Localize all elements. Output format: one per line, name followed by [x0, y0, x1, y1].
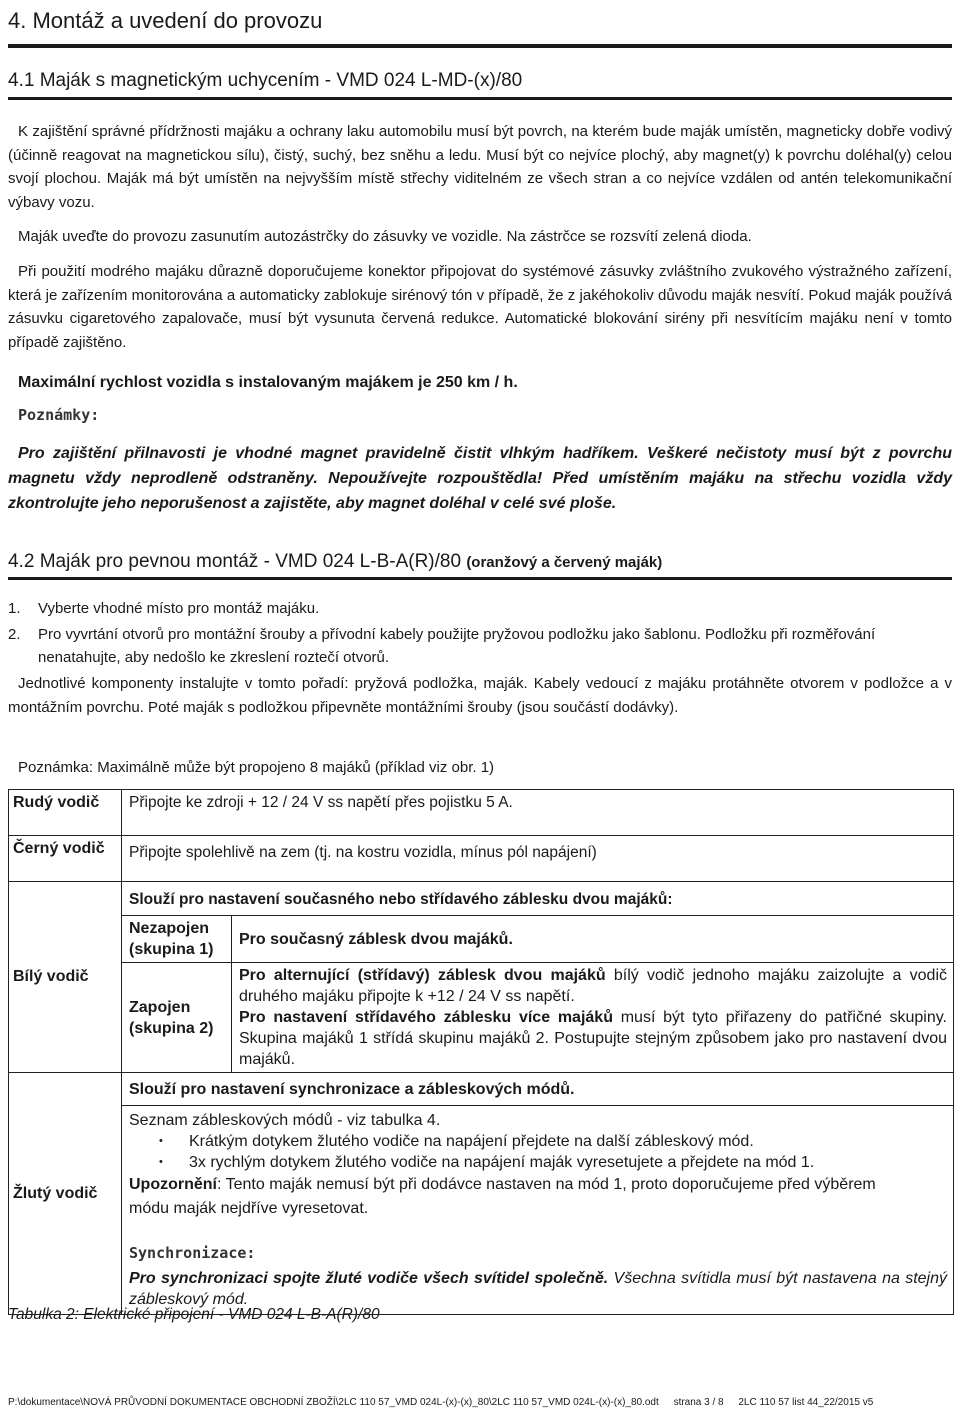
yellow-wire-label: Žlutý vodič [9, 1073, 122, 1315]
step-text: Pro vyvrtání otvorů pro montážní šrouby a přívodní kabely použijte pryžovou podložku jako šablonu. Podložku při rozměřování nenatahujte, aby nedošlo ke zkreslení roztečí otvorů. [38, 626, 876, 666]
heading-rule [8, 44, 952, 48]
page-footer [8, 1397, 958, 1408]
s1-paragraph-3: Při použití modrého majáku důrazně doporučujeme konektor připojovat do systémové zásuvky zvláštního zvukového výstražného zařízení, která je zařízením monitorována a automaticky zablokuje sirénový tón v případě, že z jakéhokoliv důvodu maják nesvítí. Pokud maják používá zásuvku cigaretového zapalovače, musí být vysunuta červená redukce. Automatické blokování sirény při nesvítícím majáku není v tomto případě zajištěno. [8, 263, 952, 351]
step-text: Vyberte vhodné místo pro montáž majáku. [38, 600, 320, 617]
multi-group-text: musí být tyto přiřazeny do patřičné skupiny. Skupina majáků 1 střídá skupinu majáků 2. Postupujte stejným způsobem jako pro nastavení dvou majáků. [239, 1009, 948, 1068]
section-4-2-title-main: 4.2 Maják pro pevnou montáž - VMD 024 L-B-A(R)/80 [8, 551, 462, 572]
multi-group-bold: Pro nastavení střídavého záblesku více majáků [239, 1009, 613, 1026]
sync-bold: Pro synchronizaci spojte žluté vodiče všech svítidel společně. [129, 1270, 609, 1287]
sync-label: Synchronizace: [129, 1244, 256, 1262]
mode-bullet: • Krátkým dotykem žlutého vodiče na napájení přejdete na další zábleskový mód. [129, 1131, 947, 1152]
unconnected-label: Nezapojen (skupina 1) [122, 916, 232, 963]
step-number: 1. [8, 600, 21, 617]
max-speed-note: Maximální rychlost vozidla s instalovaným majákem je 250 km / h. [18, 374, 518, 391]
warning-text: : Tento maják nemusí být při dodávce nastaven na mód 1, proto doporučujeme před výběrem módu maják nejdříve vyresetovat. [129, 1176, 876, 1217]
spacer [129, 1221, 947, 1243]
notes-label: Poznámky: [18, 406, 100, 424]
table-caption: Tabulka 2: Elektrické připojení - VMD 024 L-B-A(R)/80 [8, 1306, 380, 1323]
notes-text: Pro zajištění přilnavosti je vhodné magnet pravidelně čistit vlhkým hadříkem. Veškeré nečistoty musí být z povrchu magnetu vždy neprodleně odstraněny. Nepoužívejte rozpouštědla! Před umístěním majáku na střechu vozidla vždy zkontrolujte jeho neporušenost a zajistěte, aby magnet doléhal v celé své ploše. [8, 445, 952, 512]
yellow-wire-cell [122, 1073, 954, 1315]
footer-path: P:\dokumentace\NOVÁ PRŮVODNÍ DOKUMENTACE OBCHODNÍ ZBOŽÍ\2LC 110 57_VMD 024L-(x)-(x)_80\2LC 110 57_VMD 024L-(x)-(x)_80.odt [8, 1397, 659, 1408]
mode-bullet: • 3x rychlým dotykem žlutého vodiče na napájení maják vyresetujete a přejdete na mód 1. [129, 1152, 947, 1173]
page-heading: 4. Montáž a uvedení do provozu [8, 8, 323, 33]
white-wire-label: Bílý vodič [9, 882, 122, 1073]
black-wire-label: Černý vodič [9, 836, 122, 882]
connected-text [232, 963, 954, 1073]
s1-paragraph-1: K zajištění správné přídržnosti majáku a ochrany laku automobilu musí být povrch, na kterém bude maják umístěn, magneticky dobře vodivý (účinně reagovat na magnetickou sílu), čistý, suchý, bez sněhu a ledu. Musí být co nejvíce plochý, aby magnet(y) k povrchu doléhal(y) celou svojí plochou. Maják má být umístěn na nejvyšším místě střechy viditelném ze všech stran a co nejvíce vzdálen od antén telekomunikační výbavy vozu. [8, 123, 952, 211]
sync-text [129, 1268, 947, 1310]
connected-label: Zapojen (skupina 2) [122, 963, 232, 1073]
electrical-connection-table [8, 789, 954, 1315]
white-wire-cell [122, 882, 954, 1073]
table-row [9, 1073, 954, 1315]
step-number: 2. [8, 626, 21, 643]
section-4-2-title [8, 551, 662, 573]
table-row [9, 836, 954, 882]
table-row [9, 790, 954, 836]
footer-page: strana 3 / 8 [673, 1397, 724, 1408]
red-wire-label: Rudý vodič [9, 790, 122, 836]
modes-intro: Seznam zábleskových módů - viz tabulka 4. [129, 1112, 441, 1129]
section-4-1-rule [8, 97, 952, 100]
s1-paragraph-2: Maják uveďte do provozu zasunutím autozástrčky do zásuvky ve vozidle. Na zástrčce se rozsvítí zelená dioda. [18, 228, 752, 245]
yellow-wire-modes [122, 1106, 954, 1315]
black-wire-text: Připojte spolehlivě na zem (tj. na kostru vozidla, mínus pól napájení) [122, 836, 954, 882]
sync-rest: Všechna svítidla musí být nastavena na stejný zábleskový mód. [129, 1270, 948, 1308]
alternating-bold: Pro alternující (střídavý) záblesk dvou majáků [239, 967, 606, 984]
warning-label: Upozornění [129, 1176, 217, 1193]
s2-paragraph-1: Jednotlivé komponenty instalujte v tomto pořadí: pryžová podložka, maják. Kabely vedoucí z majáku protáhněte otvorem v podložce a v montážním povrchu. Poté maják s podložkou připevněte montážními šrouby (jsou součástí dodávky). [8, 675, 952, 716]
s2-paragraph-2: Poznámka: Maximálně může být propojeno 8 majáků (příklad viz obr. 1) [18, 759, 495, 776]
section-4-2-rule [8, 577, 952, 580]
white-wire-header: Slouží pro nastavení současného nebo střídavého záblesku dvou majáků: [122, 882, 954, 916]
section-4-1-title: 4.1 Maják s magnetickým uchycením - VMD 024 L-MD-(x)/80 [8, 70, 523, 91]
yellow-wire-header: Slouží pro nastavení synchronizace a zábleskových módů. [122, 1073, 954, 1106]
alternating-text: bílý vodič jednoho majáku zaizolujte a vodič druhého majáku připojte k +12 / 24 V ss napětí. [239, 967, 948, 1005]
table-row [9, 882, 954, 1073]
section-4-2-title-suffix: (oranžový a červený maják) [466, 554, 663, 571]
white-wire-subtable [121, 881, 954, 1073]
warning [129, 1173, 899, 1221]
yellow-wire-subtable [121, 1072, 954, 1315]
red-wire-text: Připojte ke zdroji + 12 / 24 V ss napětí přes pojistku 5 A. [122, 790, 954, 836]
footer-doc-id: 2LC 110 57 list 44_22/2015 v5 [738, 1397, 874, 1408]
unconnected-text: Pro současný záblesk dvou majáků. [232, 916, 954, 963]
